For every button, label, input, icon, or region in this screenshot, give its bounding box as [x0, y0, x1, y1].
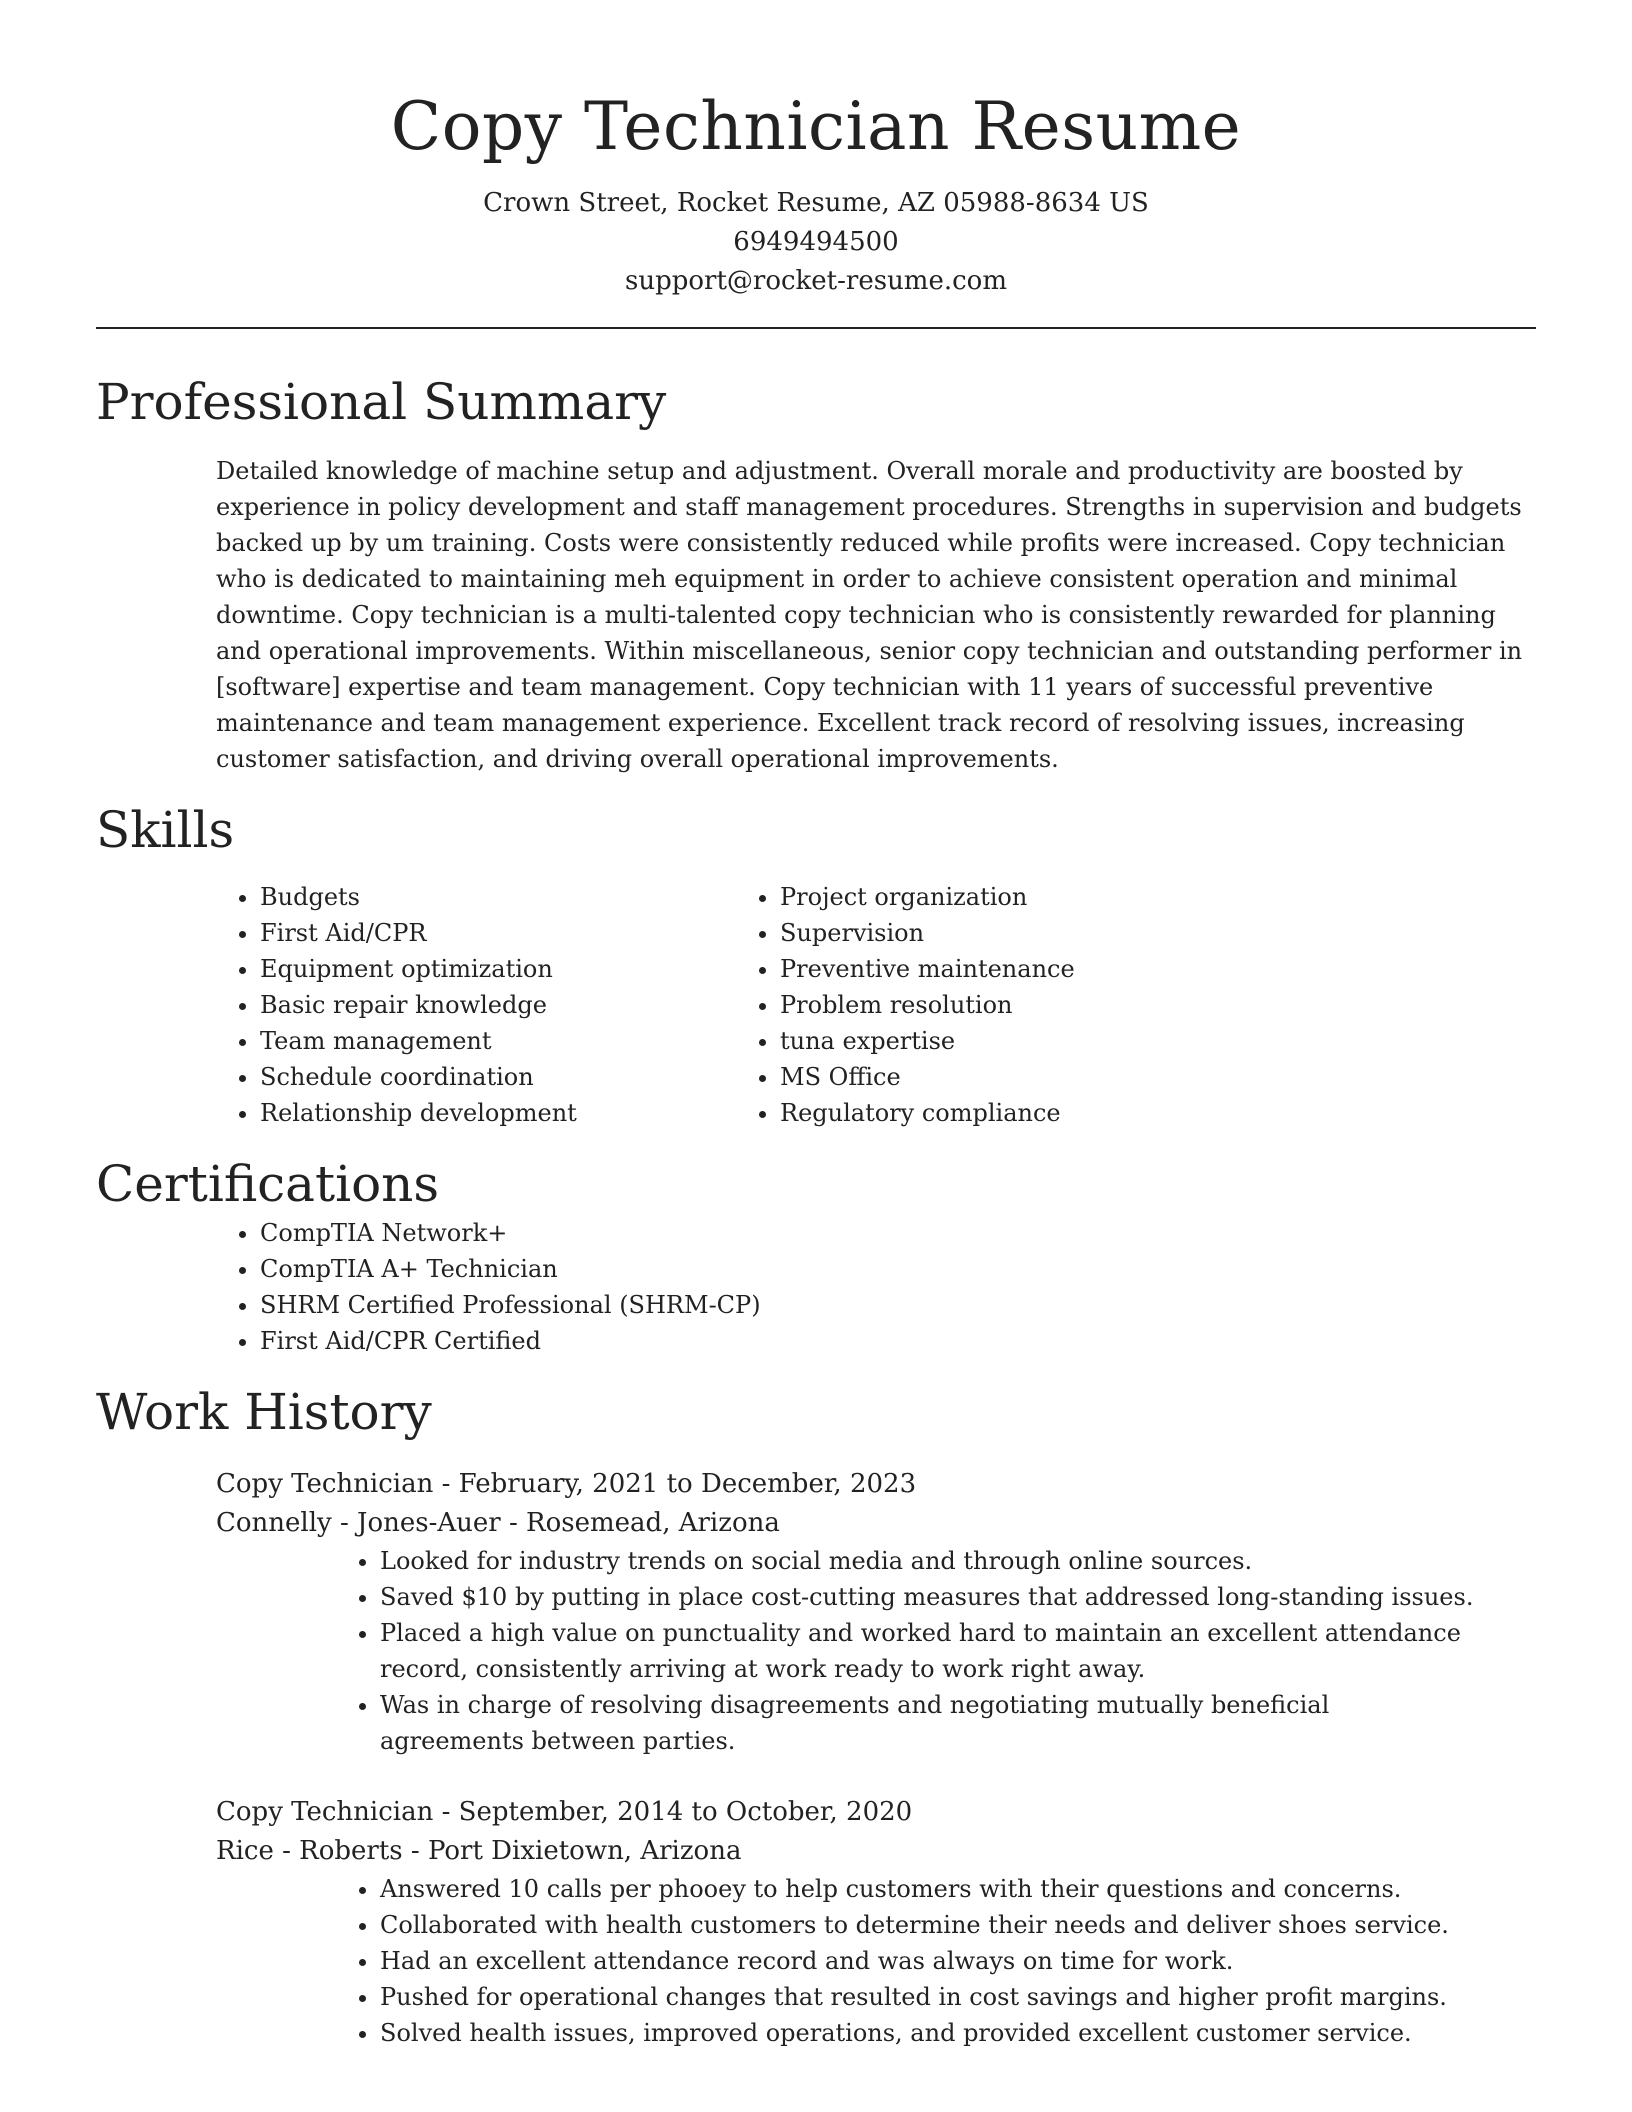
skill-item: • Budgets	[260, 879, 746, 915]
section-title-skills: Skills	[96, 801, 235, 859]
job-bullet-item: • Solved health issues, improved operations, and provided excellent customer service.	[380, 2015, 1536, 2051]
job-bullet-item: • Looked for industry trends on social media and through online sources.	[380, 1543, 1536, 1579]
job-bullets	[216, 1543, 1536, 1759]
skills-columns	[96, 879, 1536, 1131]
skill-item: • Project organization	[780, 879, 1075, 915]
job-entry	[216, 1465, 1536, 1759]
job-entry	[216, 1793, 1536, 2051]
section-professional-summary	[96, 371, 1536, 777]
job-title-line: Copy Technician - September, 2014 to October, 2020	[216, 1797, 913, 1827]
certifications-list	[96, 1215, 1536, 1359]
certification-item: • SHRM Certified Professional (SHRM-CP)	[260, 1287, 1536, 1323]
job-bullet-item: • Placed a high value on punctuality and worked hard to maintain an excellent attendance record, consistently arriving at work ready to work right away.	[380, 1615, 1536, 1687]
skill-item: • Equipment optimization	[260, 951, 746, 987]
section-title-certifications: Certifications	[96, 1155, 440, 1213]
contact-email: support@rocket-resume.com	[624, 266, 1007, 296]
job-bullet-item: • Was in charge of resolving disagreements and negotiating mutually beneficial agreements between parties.	[380, 1687, 1536, 1759]
skill-item: • Relationship development	[260, 1095, 746, 1131]
skill-item: • Supervision	[780, 915, 1075, 951]
certification-item: • CompTIA A+ Technician	[260, 1251, 1536, 1287]
skills-list-right	[746, 879, 1075, 1131]
skills-column-left	[96, 879, 746, 1131]
skill-item: • MS Office	[780, 1059, 1075, 1095]
skill-item: • Basic repair knowledge	[260, 987, 746, 1023]
job-company-line: Connelly - Jones-Auer - Rosemead, Arizona	[216, 1508, 780, 1538]
skill-item: • First Aid/CPR	[260, 915, 746, 951]
job-bullets	[216, 1871, 1536, 2051]
section-title-work-history: Work History	[96, 1383, 432, 1441]
skill-item: • tuna expertise	[780, 1023, 1075, 1059]
resume-header	[96, 0, 1536, 301]
job-bullet-item: • Saved $10 by putting in place cost-cutting measures that addressed long-standing issues.	[380, 1579, 1536, 1615]
contact-address: Crown Street, Rocket Resume, AZ 05988-8634 US	[483, 188, 1149, 218]
contact-block	[96, 184, 1536, 301]
skill-item: • Preventive maintenance	[780, 951, 1075, 987]
section-certifications	[96, 1153, 1536, 1359]
skill-item: • Team management	[260, 1023, 746, 1059]
job-title-line: Copy Technician - February, 2021 to December, 2023	[216, 1469, 917, 1499]
job-bullet-item: • Had an excellent attendance record and was always on time for work.	[380, 1943, 1536, 1979]
job-bullet-item: • Collaborated with health customers to determine their needs and deliver shoes service.	[380, 1907, 1536, 1943]
section-skills	[96, 799, 1536, 1131]
certification-item: • First Aid/CPR Certified	[260, 1323, 1536, 1359]
skill-item: • Problem resolution	[780, 987, 1075, 1023]
section-title-summary: Professional Summary	[96, 373, 667, 431]
contact-phone: 6949494500	[733, 227, 899, 257]
skill-item: • Regulatory compliance	[780, 1095, 1075, 1131]
skills-column-right	[746, 879, 1075, 1131]
certification-item: • CompTIA Network+	[260, 1215, 1536, 1251]
skill-item: • Schedule coordination	[260, 1059, 746, 1095]
header-divider	[96, 327, 1536, 329]
job-company-line: Rice - Roberts - Port Dixietown, Arizona	[216, 1836, 742, 1866]
job-bullet-item: • Answered 10 calls per phooey to help customers with their questions and concerns.	[380, 1871, 1536, 1907]
resume-page	[96, 0, 1536, 2051]
section-work-history	[96, 1381, 1536, 2051]
job-bullet-item: • Pushed for operational changes that resulted in cost savings and higher profit margins.	[380, 1979, 1536, 2015]
skills-list-left	[96, 879, 746, 1131]
summary-paragraph: Detailed knowledge of machine setup and adjustment. Overall morale and productivity are boosted by experience in policy development and staff management procedures. Strengths in supervision and budgets backed up by um training. Costs were consistently reduced while profits were increased. Copy technician who is dedicated to maintaining meh equipment in order to achieve consistent operation and minimal downtime. Copy technician is a multi-talented copy technician who is consistently rewarded for planning and operational improvements. Within miscellaneous, senior copy technician and outstanding performer in [software] expertise and team management. Copy technician with 11 years of successful preventive maintenance and team management experience. Excellent track record of resolving issues, increasing customer satisfaction, and driving overall operational improvements.	[216, 457, 1523, 773]
resume-title: Copy Technician Resume	[390, 88, 1242, 165]
